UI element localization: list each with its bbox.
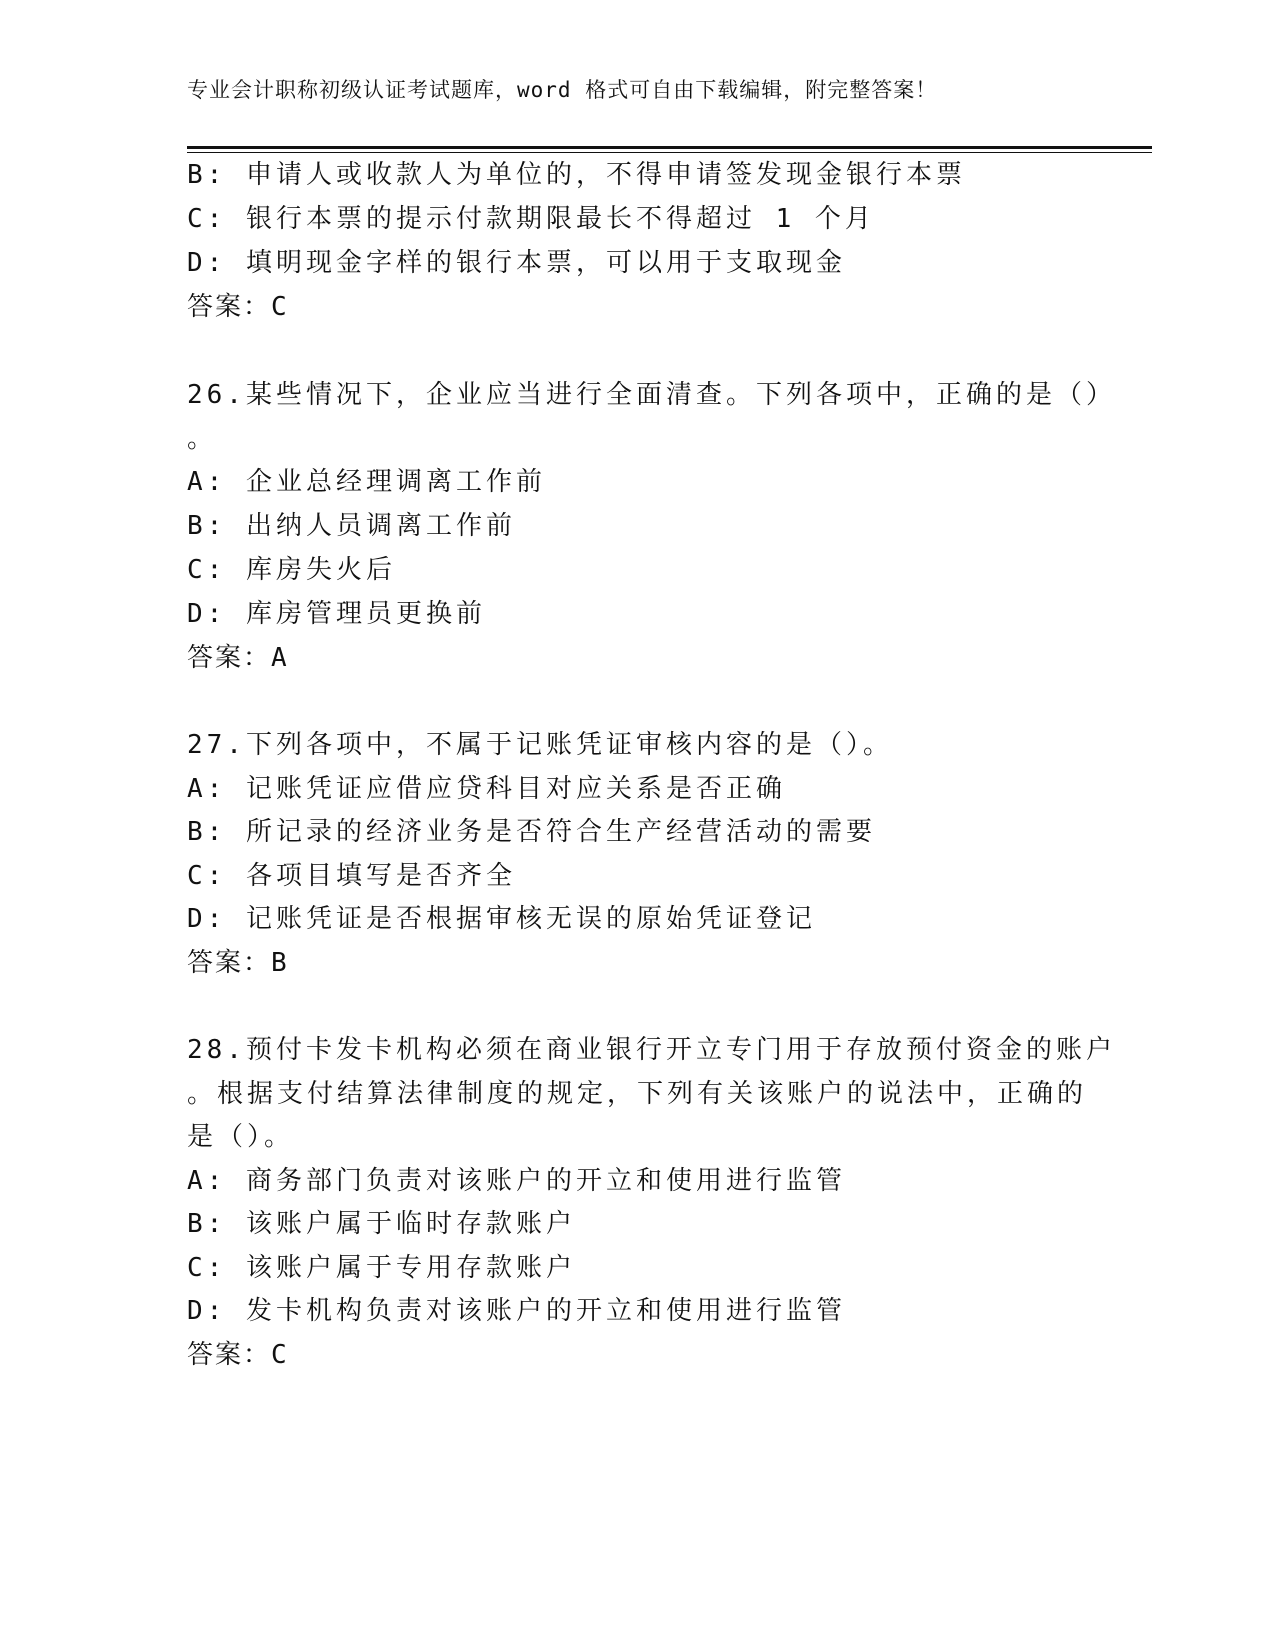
q28-option-d: D: 发卡机构负责对该账户的开立和使用进行监管	[187, 1296, 846, 1326]
q28-answer: 答案：C	[187, 1340, 289, 1370]
q25-option-c: C: 银行本票的提示付款期限最长不得超过 1 个月	[187, 204, 875, 234]
q26-stem-line2: 。	[187, 424, 218, 454]
q26-option-b: B: 出纳人员调离工作前	[187, 511, 516, 541]
q25-option-b: B: 申请人或收款人为单位的，不得申请签发现金银行本票	[187, 160, 966, 190]
header-divider-thin	[187, 152, 1152, 153]
q26-option-c: C: 库房失火后	[187, 555, 396, 585]
header-divider-thick	[187, 146, 1152, 149]
q28-stem-line3: 是（）。	[187, 1122, 295, 1152]
q25-answer: 答案：C	[187, 292, 289, 322]
q28-option-c: C: 该账户属于专用存款账户	[187, 1253, 576, 1283]
q25-option-d: D: 填明现金字样的银行本票，可以用于支取现金	[187, 248, 846, 278]
q26-stem-line1: 26.某些情况下，企业应当进行全面清查。下列各项中，正确的是（）	[187, 380, 1116, 410]
page-header: 专业会计职称初级认证考试题库，word 格式可自由下载编辑，附完整答案！	[187, 78, 938, 102]
q26-option-a: A: 企业总经理调离工作前	[187, 467, 546, 497]
q27-option-b: B: 所记录的经济业务是否符合生产经营活动的需要	[187, 817, 876, 847]
q26-answer: 答案：A	[187, 643, 289, 673]
q28-option-b: B: 该账户属于临时存款账户	[187, 1209, 576, 1239]
q28-stem-line1: 28.预付卡发卡机构必须在商业银行开立专门用于存放预付资金的账户	[187, 1035, 1116, 1065]
q27-option-c: C: 各项目填写是否齐全	[187, 861, 516, 891]
q28-stem-line2: 。根据支付结算法律制度的规定，下列有关该账户的说法中，正确的	[187, 1079, 1088, 1109]
q28-option-a: A: 商务部门负责对该账户的开立和使用进行监管	[187, 1166, 846, 1196]
q27-option-d: D: 记账凭证是否根据审核无误的原始凭证登记	[187, 904, 816, 934]
q27-option-a: A: 记账凭证应借应贷科目对应关系是否正确	[187, 774, 786, 804]
q27-answer: 答案：B	[187, 948, 289, 978]
q26-option-d: D: 库房管理员更换前	[187, 599, 486, 629]
q27-stem-line1: 27.下列各项中，不属于记账凭证审核内容的是（）。	[187, 730, 893, 760]
